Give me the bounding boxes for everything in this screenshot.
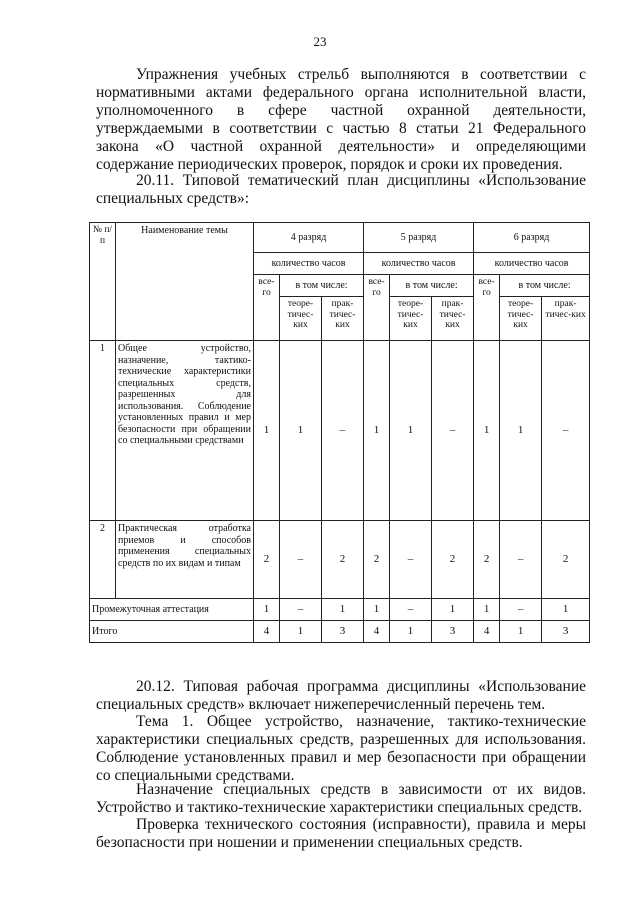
header-total-5: все-го	[364, 275, 390, 341]
cell: 2	[254, 521, 280, 599]
header-grade-6: 6 разряд	[474, 223, 590, 253]
header-hours-6: количество часов	[474, 253, 590, 275]
header-grade-5: 5 разряд	[364, 223, 474, 253]
cell: 1	[432, 599, 474, 621]
header-total-4: все-го	[254, 275, 280, 341]
cell: –	[280, 521, 322, 599]
header-hours-4: количество часов	[254, 253, 364, 275]
total-label: Итого	[90, 621, 254, 643]
paragraph-program: 20.12. Типовая рабочая программа дисциплины «Использование специальных средств» включает нижеперечисленный перечень тем.	[96, 678, 586, 713]
row-name: Практическая отработка приемов и способов применения специальных средств по их видам и типам	[116, 521, 254, 599]
cell: 2	[474, 521, 500, 599]
cell: 2	[364, 521, 390, 599]
header-including-4: в том числе:	[280, 275, 364, 297]
cell: 4	[474, 621, 500, 643]
table-row	[90, 341, 590, 521]
row-num: 2	[90, 521, 116, 599]
cell: 1	[364, 599, 390, 621]
cell: 3	[542, 621, 590, 643]
paragraph-check: Проверка технического состояния (исправности), правила и меры безопасности при ношении и применении специальных средств.	[96, 816, 586, 851]
cell: 1	[280, 621, 322, 643]
cell: 1	[364, 341, 390, 521]
row-name: Общее устройство, назначение, тактико-технические характеристики специальных средств, разрешенных для использования. Соблюдение установленных правил и мер безопасности при обращении со специальными средствами	[116, 341, 254, 521]
header-hours-5: количество часов	[364, 253, 474, 275]
header-total-6: все-го	[474, 275, 500, 341]
cell: 1	[390, 341, 432, 521]
cell: –	[280, 599, 322, 621]
thematic-plan-table	[89, 222, 590, 643]
cell: 2	[542, 521, 590, 599]
header-num: № п/п	[90, 223, 116, 341]
header-practice-5: прак-тичес-ких	[432, 297, 474, 341]
total-row	[90, 621, 590, 643]
cell: 1	[322, 599, 364, 621]
header-theory-4: теоре-тичес-ких	[280, 297, 322, 341]
header-theory-6: теоре-тичес-ких	[500, 297, 542, 341]
page-number: 23	[313, 34, 327, 49]
paragraph-exercises: Упражнения учебных стрельб выполняются в соответствии с нормативными актами федерального органа исполнительной власти, уполномоченного в сфере частной охранной деятельности, утверждаемыми в соответствии с частью 8 статьи 21 Федерального закона «О частной охранной деятельности» и определяющими содержание периодических проверок, порядок и сроки их проведения.	[96, 66, 586, 173]
cell: 1	[500, 621, 542, 643]
cell: –	[390, 521, 432, 599]
cell: –	[390, 599, 432, 621]
cell: 1	[254, 341, 280, 521]
header-practice-6: прак-тичес-ких	[542, 297, 590, 341]
cell: 1	[500, 341, 542, 521]
cell: 1	[390, 621, 432, 643]
cell: 4	[254, 621, 280, 643]
row-num: 1	[90, 341, 116, 521]
cell: 3	[322, 621, 364, 643]
cell: –	[500, 521, 542, 599]
header-practice-4: прак-тичес-ких	[322, 297, 364, 341]
paragraph-theme-1: Тема 1. Общее устройство, назначение, тактико-технические характеристики специальных средств, разрешенных для использования. Соблюдение установленных правил и мер безопасности при обращении со специальными средствами.	[96, 713, 586, 784]
paragraph-plan-heading: 20.11. Типовой тематический план дисциплины «Использование специальных средств»:	[96, 172, 586, 207]
cell: 1	[474, 599, 500, 621]
cell: 2	[322, 521, 364, 599]
cell: –	[432, 341, 474, 521]
cell: –	[500, 599, 542, 621]
table-row	[90, 521, 590, 599]
header-name: Наименование темы	[116, 223, 254, 341]
paragraph-purpose: Назначение специальных средств в зависимости от их видов. Устройство и тактико-технические характеристики специальных средств.	[96, 781, 586, 816]
attestation-row	[90, 599, 590, 621]
cell: –	[322, 341, 364, 521]
cell: 2	[432, 521, 474, 599]
header-grade-4: 4 разряд	[254, 223, 364, 253]
cell: 1	[280, 341, 322, 521]
cell: 1	[254, 599, 280, 621]
cell: –	[542, 341, 590, 521]
cell: 1	[542, 599, 590, 621]
header-including-5: в том числе:	[390, 275, 474, 297]
header-including-6: в том числе:	[500, 275, 590, 297]
cell: 3	[432, 621, 474, 643]
cell: 1	[474, 341, 500, 521]
header-theory-5: теоре-тичес-ких	[390, 297, 432, 341]
cell: 4	[364, 621, 390, 643]
attestation-label: Промежуточная аттестация	[90, 599, 254, 621]
